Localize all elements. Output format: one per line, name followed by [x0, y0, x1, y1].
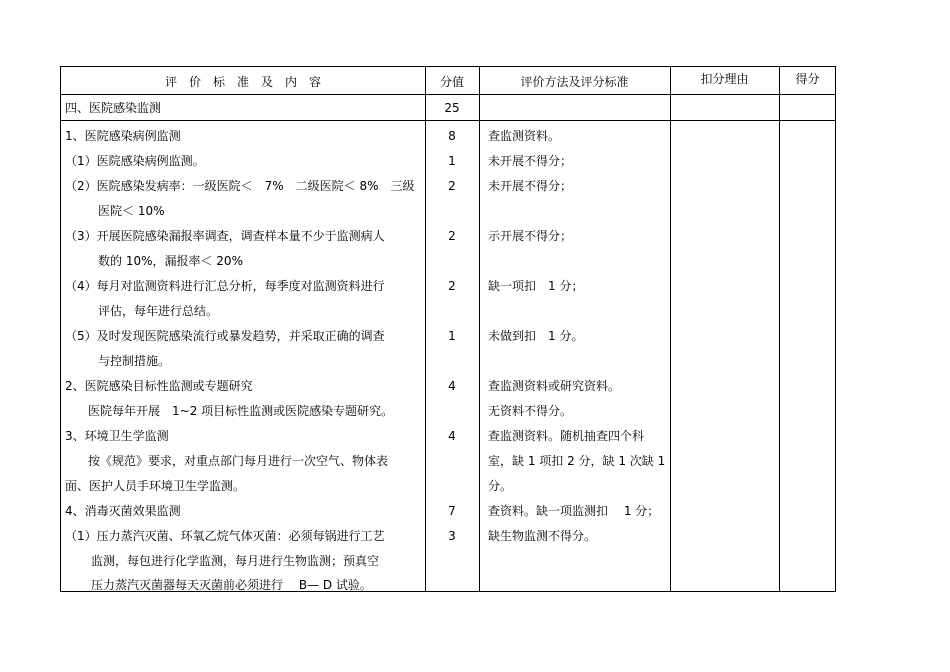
row-method: 查资料。缺一项监测扣 1 分； [488, 504, 660, 518]
table-divider [779, 67, 780, 591]
row-text: 数的 10%，漏报率＜ 20% [98, 254, 243, 268]
row-score: 2 [448, 179, 456, 193]
row-score: 3 [448, 529, 456, 543]
row-method: 查监测资料。 [488, 129, 561, 143]
row-text: 监测，每包进行化学监测，每月进行生物监测；预真空 [91, 554, 380, 568]
row-text: 评估，每年进行总结。 [98, 304, 219, 318]
row-method: 未开展不得分； [488, 154, 573, 168]
row-method: 查监测资料。随机抽查四个科 [488, 429, 645, 443]
row-method: 查监测资料或研究资料。 [488, 379, 621, 393]
row-text: 医院＜ 10% [98, 204, 165, 218]
section-score: 25 [444, 101, 460, 115]
row-text: 与控制措施。 [98, 354, 171, 368]
row-score: 4 [448, 429, 456, 443]
row-score: 4 [448, 379, 456, 393]
header-score: 分值 [439, 75, 464, 89]
row-text: （1）压力蒸汽灭菌、环氧乙烷气体灭菌：必须每锅进行工艺 [65, 529, 385, 543]
row-text: 面、医护人员手环境卫生学监测。 [65, 479, 246, 493]
row-text: （3）开展医院感染漏报率调查，调查样本量不少于监测病人 [65, 229, 385, 243]
row-text: 医院每年开展 1~2 项目标性监测或医院感染专题研究。 [88, 404, 394, 418]
row-score: 2 [448, 279, 456, 293]
row-text: 1、医院感染病例监测 [65, 129, 181, 143]
row-method: 示开展不得分； [488, 229, 573, 243]
row-text: （4）每月对监测资料进行汇总分析，每季度对监测资料进行 [65, 279, 385, 293]
row-method: 分。 [488, 479, 513, 493]
row-method: 未开展不得分； [488, 179, 573, 193]
row-score: 1 [448, 329, 456, 343]
row-text: 压力蒸汽灭菌器每天灭菌前必须进行 B— D 试验。 [91, 578, 372, 592]
row-text: 按《规范》要求，对重点部门每月进行一次空气、物体表 [88, 454, 389, 468]
row-score: 7 [448, 504, 456, 518]
header-method: 评价方法及评分标准 [520, 75, 629, 89]
table-divider [670, 67, 671, 591]
table-divider [61, 120, 835, 121]
row-score: 2 [448, 229, 456, 243]
row-method: 缺生物监测不得分。 [488, 529, 597, 543]
row-text: 4、消毒灭菌效果监测 [65, 504, 181, 518]
row-method: 无资料不得分。 [488, 404, 573, 418]
section-title: 四、医院感染监测 [65, 101, 162, 115]
row-method: 室，缺 1 项扣 2 分，缺 1 次缺 1 [488, 454, 666, 468]
row-score: 1 [448, 154, 456, 168]
row-text: 3、环境卫生学监测 [65, 429, 169, 443]
header-content: 评 价 标 准 及 内 容 [164, 75, 321, 89]
header-reason: 扣分理由 [700, 72, 749, 86]
row-text: （2）医院感染发病率：一级医院＜ 7% 二级医院＜ 8% 三级 [65, 179, 415, 193]
table-divider [61, 94, 835, 95]
row-score: 8 [448, 129, 456, 143]
header-got: 得分 [795, 72, 820, 86]
evaluation-table [60, 66, 836, 592]
table-divider [479, 67, 480, 591]
row-text: 2、医院感染目标性监测或专题研究 [65, 379, 253, 393]
row-method: 缺一项扣 1 分； [488, 279, 584, 293]
row-method: 未做到扣 1 分。 [488, 329, 584, 343]
row-text: （1）医院感染病例监测。 [65, 154, 205, 168]
row-text: （5）及时发现医院感染流行或暴发趋势，并采取正确的调查 [65, 329, 385, 343]
